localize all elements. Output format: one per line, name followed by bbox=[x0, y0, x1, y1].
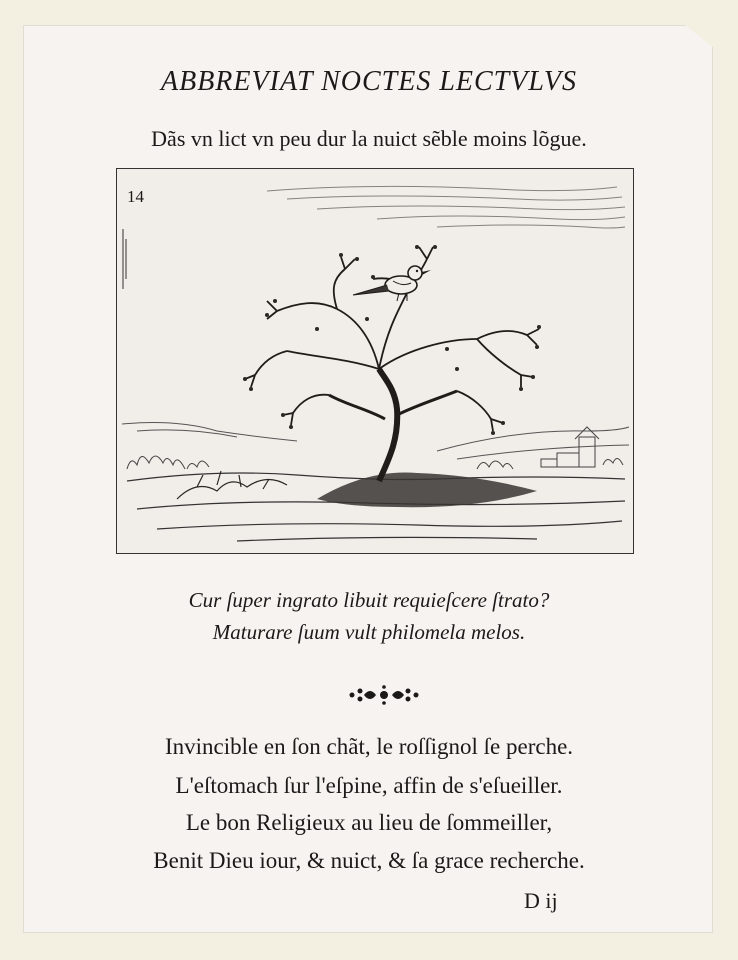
emblem-motto-title: ABBREVIAT NOCTES LECTVLVS bbox=[161, 66, 577, 97]
emblem-motto-french: Dãs vn lict vn peu dur la nuict sẽble moins lõgue. bbox=[151, 126, 587, 151]
floral-ornament-icon bbox=[346, 684, 422, 706]
french-verse-line-2: L'eſtomach ſur l'eſpine, affin de s'eſueiller. bbox=[175, 773, 563, 798]
torn-corner bbox=[684, 24, 714, 48]
latin-verse-line-2: Maturare ſuum vult philomela melos. bbox=[212, 620, 526, 644]
page-signature: D ij bbox=[524, 888, 558, 913]
bird-on-thorn-bush-icon bbox=[117, 169, 635, 555]
french-verse-line-3: Le bon Religieux au lieu de ſommeiller, bbox=[185, 810, 553, 835]
engraving-plate bbox=[116, 168, 634, 554]
french-verse-line-4: Benit Dieu iour, & nuict, & ſa grace recherche. bbox=[153, 848, 585, 873]
latin-verse-line-1: Cur ſuper ingrato libuit requieſcere ſtrato? bbox=[188, 588, 550, 612]
french-verse-line-1: Invincible en ſon chãt, le roſſignol ſe perche. bbox=[164, 734, 574, 759]
plate-number: 14 bbox=[127, 187, 144, 206]
